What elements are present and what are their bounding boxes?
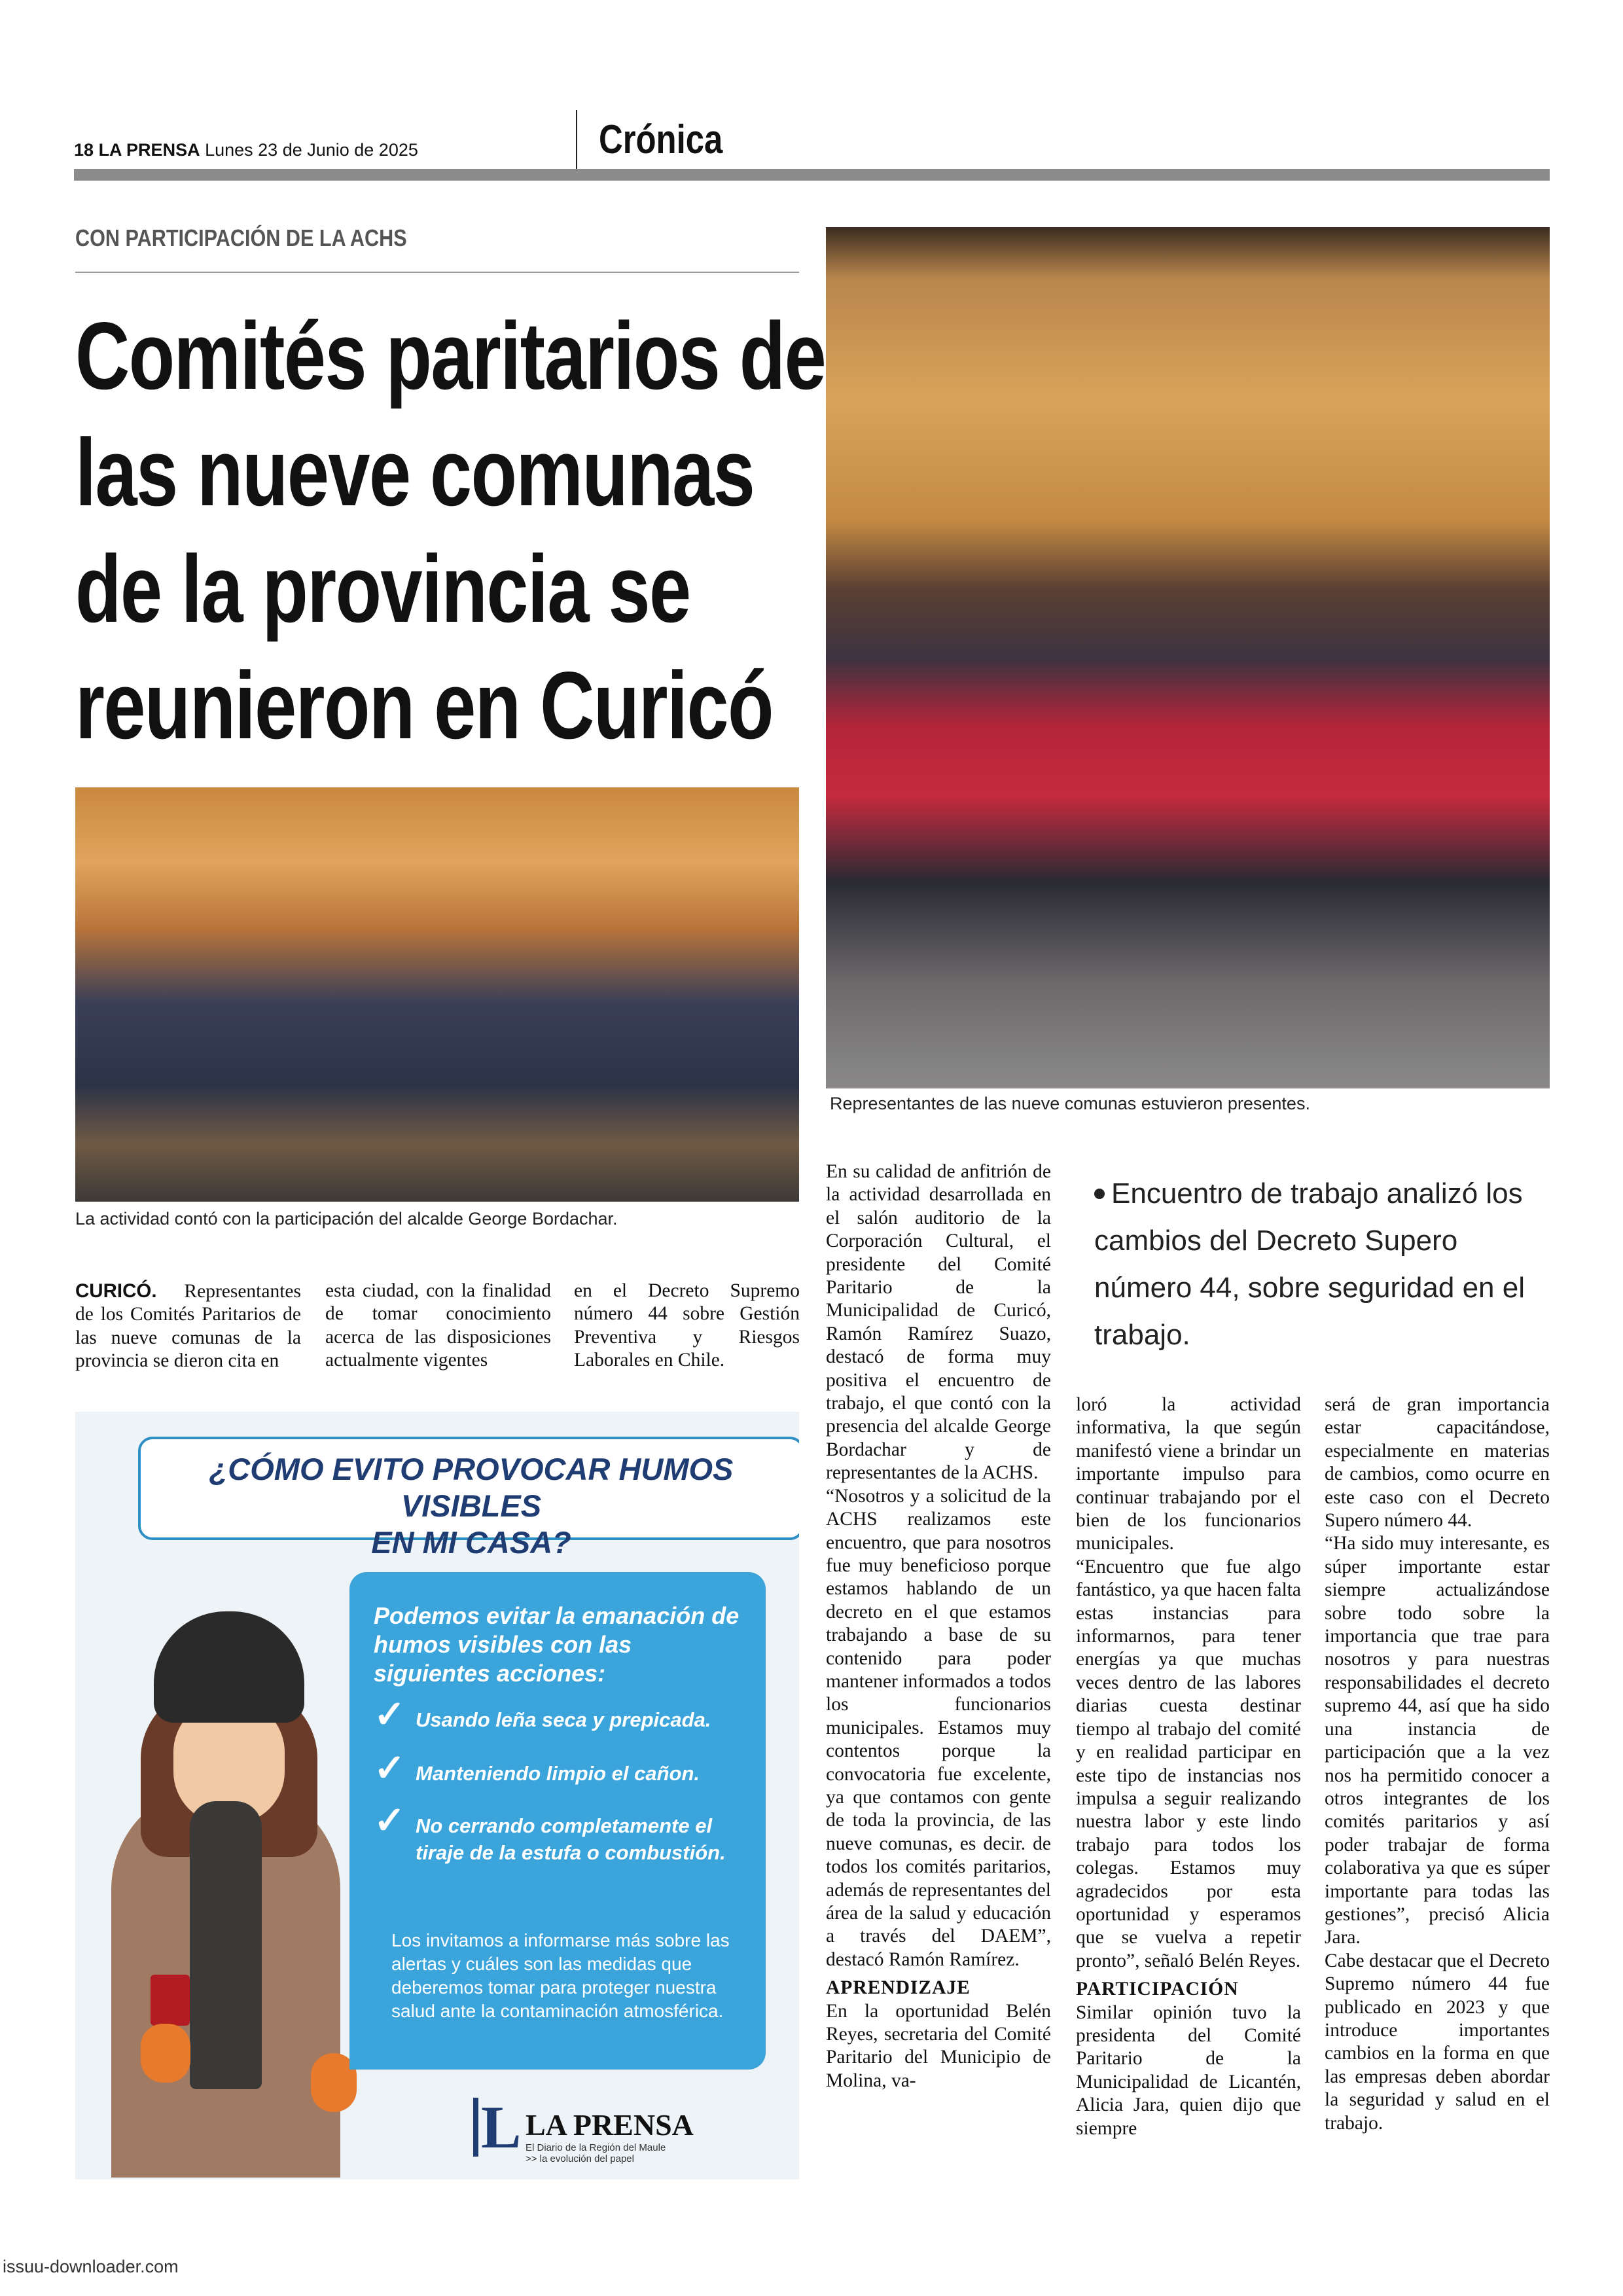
dateline: CURICÓ. xyxy=(75,1280,157,1302)
body-paragraph: “Nosotros y a solicitud de la ACHS realizamos este encuentro, que para nosotros fue muy beneficioso porque estamos hablando de un decreto en el que estamos trabajando a base de su contenido para poder mantener informados a todos los funcionarios municipales. Estamos muy contentos porque la convocatoria fue excelente, ya que contamos con gente de toda la provincia, de las nueve comunas, es decir. de todos los comités paritarios, además de representantes del área de la salud y educación a través del DAEM”, destacó Ramón Ramírez. xyxy=(826,1485,1051,1970)
checkmark-icon: ✓ xyxy=(374,1747,406,1789)
body-column-6 xyxy=(1325,1393,1550,2135)
body-text: esta ciudad, con la finalidad de tomar conocimiento acerca de las disposiciones actualmente vigentes xyxy=(325,1280,551,1371)
body-text: Representantes de los Comités Paritarios de las nueve comunas de la provincia se dieron cita en xyxy=(75,1281,301,1372)
paper-name: LA PRENSA xyxy=(98,140,200,160)
body-paragraph: loró la actividad informativa, la que según manifestó viene a brindar un importante impulso para continuar trabajando por el bien de los funcionarios municipales. xyxy=(1076,1394,1301,1554)
question-bubble xyxy=(138,1437,799,1560)
page-number: 18 xyxy=(74,140,94,160)
ad-question-line: EN MI CASA? xyxy=(371,1525,571,1560)
audience-photo-caption: La actividad contó con la participación del alcalde George Bordachar. xyxy=(75,1209,618,1229)
article-kicker: CON PARTICIPACIÓN DE LA ACHS xyxy=(75,224,407,251)
logo-tagline-line: >> la evolución del papel xyxy=(526,2153,634,2164)
article-headline xyxy=(75,298,826,764)
headline-line: las nueve comunas xyxy=(75,419,755,526)
body-paragraph: Cabe destacar que el Decreto Supremo número 44 fue publicado en 2023 y que introduce importantes cambios en la forma en que las empresas deben abordar la seguridad y salud en el trabajo. xyxy=(1325,1950,1550,2134)
body-paragraph: “Ha sido muy interesante, es súper importante estar siempre actualizándose sobre todo sobre la importancia que trae para nosotros y para nuestras responsabilidades el decreto supremo 44, así que ha sido una instancia de participación que a la vez nos ha permitido conocer a otros integrantes de los comités paritarios y así poder trabajar de forma colaborativa ya que es súper importante para todas las gestiones”, precisó Alicia Jara. xyxy=(1325,1533,1550,1948)
group-photo xyxy=(826,227,1550,1088)
audience-photo xyxy=(75,787,799,1202)
ad-tip xyxy=(374,1799,753,1866)
ad-footer-text: Los invitamos a informarse más sobre las alertas y cuáles son las medidas que deberemos tomar para proteger nuestra salud ante la contaminación atmosférica. xyxy=(391,1930,730,2021)
logo-bar xyxy=(473,2098,478,2157)
body-paragraph: En su calidad de anfitrión de la actividad desarrollada en el salón auditorio de la Corporación Cultural, el presidente del Comité Paritario de la Municipalidad de Curicó, Ramón Ramírez Suazo, destacó de forma muy positiva el encuentro de trabajo, el que contó con la presencia del alcalde George Bordachar y de representantes de la ACHS. xyxy=(826,1161,1051,1484)
checkmark-icon: ✓ xyxy=(374,1799,406,1842)
headline-line: Comités paritarios de xyxy=(75,302,826,409)
ad-question-line: ¿CÓMO EVITO PROVOCAR HUMOS VISIBLES xyxy=(209,1452,734,1523)
ad-intro: Podemos evitar la emanación de humos visibles con las siguientes acciones: xyxy=(374,1602,740,1687)
kicker-rule xyxy=(75,272,799,273)
subheading-aprendizaje: APRENDIZAJE xyxy=(826,1977,971,1999)
pull-quote xyxy=(1094,1170,1539,1359)
ad-tip xyxy=(374,1747,753,1789)
body-paragraph: será de gran importancia estar capacitándose, especialmente en materias de cambios, como ocurre en este caso con el Decreto Supero número 44. xyxy=(1325,1394,1550,1532)
headline-line: reunieron en Curicó xyxy=(75,652,773,759)
issue-date: Lunes 23 de Junio de 2025 xyxy=(205,140,418,160)
section-title: Crónica xyxy=(599,117,723,162)
body-column-2 xyxy=(325,1280,551,1372)
subheading-participacion: PARTICIPACIÓN xyxy=(1076,1979,1239,2000)
ad-info-panel xyxy=(349,1572,766,2070)
logo-letter: L xyxy=(481,2094,522,2161)
smoke-advertisement xyxy=(75,1412,799,2179)
hot-cup-illustration xyxy=(151,1975,190,2026)
body-text: en el Decreto Supremo número 44 sobre Gestión Preventiva y Riesgos Laborales en Chile. xyxy=(574,1280,800,1371)
body-column-5 xyxy=(1076,1393,1301,2140)
ad-tip-text: Manteniendo limpio el cañon. xyxy=(416,1762,700,1785)
body-column-4 xyxy=(826,1160,1051,2092)
body-column-1 xyxy=(75,1280,301,1373)
logo-tagline-line: El Diario de la Región del Maule xyxy=(526,2142,666,2153)
bullet-dot xyxy=(1094,1189,1105,1199)
checkmark-icon: ✓ xyxy=(374,1693,406,1736)
body-paragraph: “Encuentro que fue algo fantástico, ya que hacen falta estas instancias para informarnos, para tener energías ya que muchas veces dentro de las labores diarias cuesta destinar tiempo al trabajo del comité y en realidad participar en este tipo de instancias nos impulsa a seguir realizando nuestra labor y este lindo trabajo para todos los colegas. Estamos muy agradecidos por esta oportunidad y esperamos que se vuelva a repetir pronto”, señaló Belén Reyes. xyxy=(1076,1556,1301,1971)
ad-tip xyxy=(374,1693,753,1736)
body-paragraph: En la oportunidad Belén Reyes, secretaria del Comité Paritario del Municipio de Molina, va- xyxy=(826,2000,1051,2091)
group-photo-caption: Representantes de las nueve comunas estuvieron presentes. xyxy=(830,1094,1310,1113)
la-prensa-logo: LA PRENSA xyxy=(526,2108,694,2142)
beanie-hat-illustration xyxy=(154,1611,304,1723)
logo-tagline xyxy=(526,2142,666,2164)
scarf-illustration xyxy=(190,1801,262,2089)
ad-question xyxy=(141,1451,799,1561)
mitten-illustration xyxy=(141,2024,190,2083)
body-column-3 xyxy=(574,1280,800,1372)
watermark: issuu-downloader.com xyxy=(3,2257,179,2276)
header-divider xyxy=(576,110,577,170)
ad-tip-text: Usando leña seca y prepicada. xyxy=(416,1708,711,1731)
pull-quote-text: Encuentro de trabajo analizó los cambios del Decreto Supero número 44, sobre seguridad en el trabajo. xyxy=(1094,1177,1525,1351)
headline-line: de la provincia se xyxy=(75,535,690,642)
body-paragraph: Similar opinión tuvo la presidenta del Comité Paritario de la Municipalidad de Licantén, Alicia Jara, quien dijo que siempre xyxy=(1076,2001,1301,2139)
page-header-info xyxy=(74,140,418,160)
header-rule xyxy=(74,169,1550,181)
ad-tip-text: No cerrando completamente el tiraje de la estufa o combustión. xyxy=(416,1814,726,1864)
